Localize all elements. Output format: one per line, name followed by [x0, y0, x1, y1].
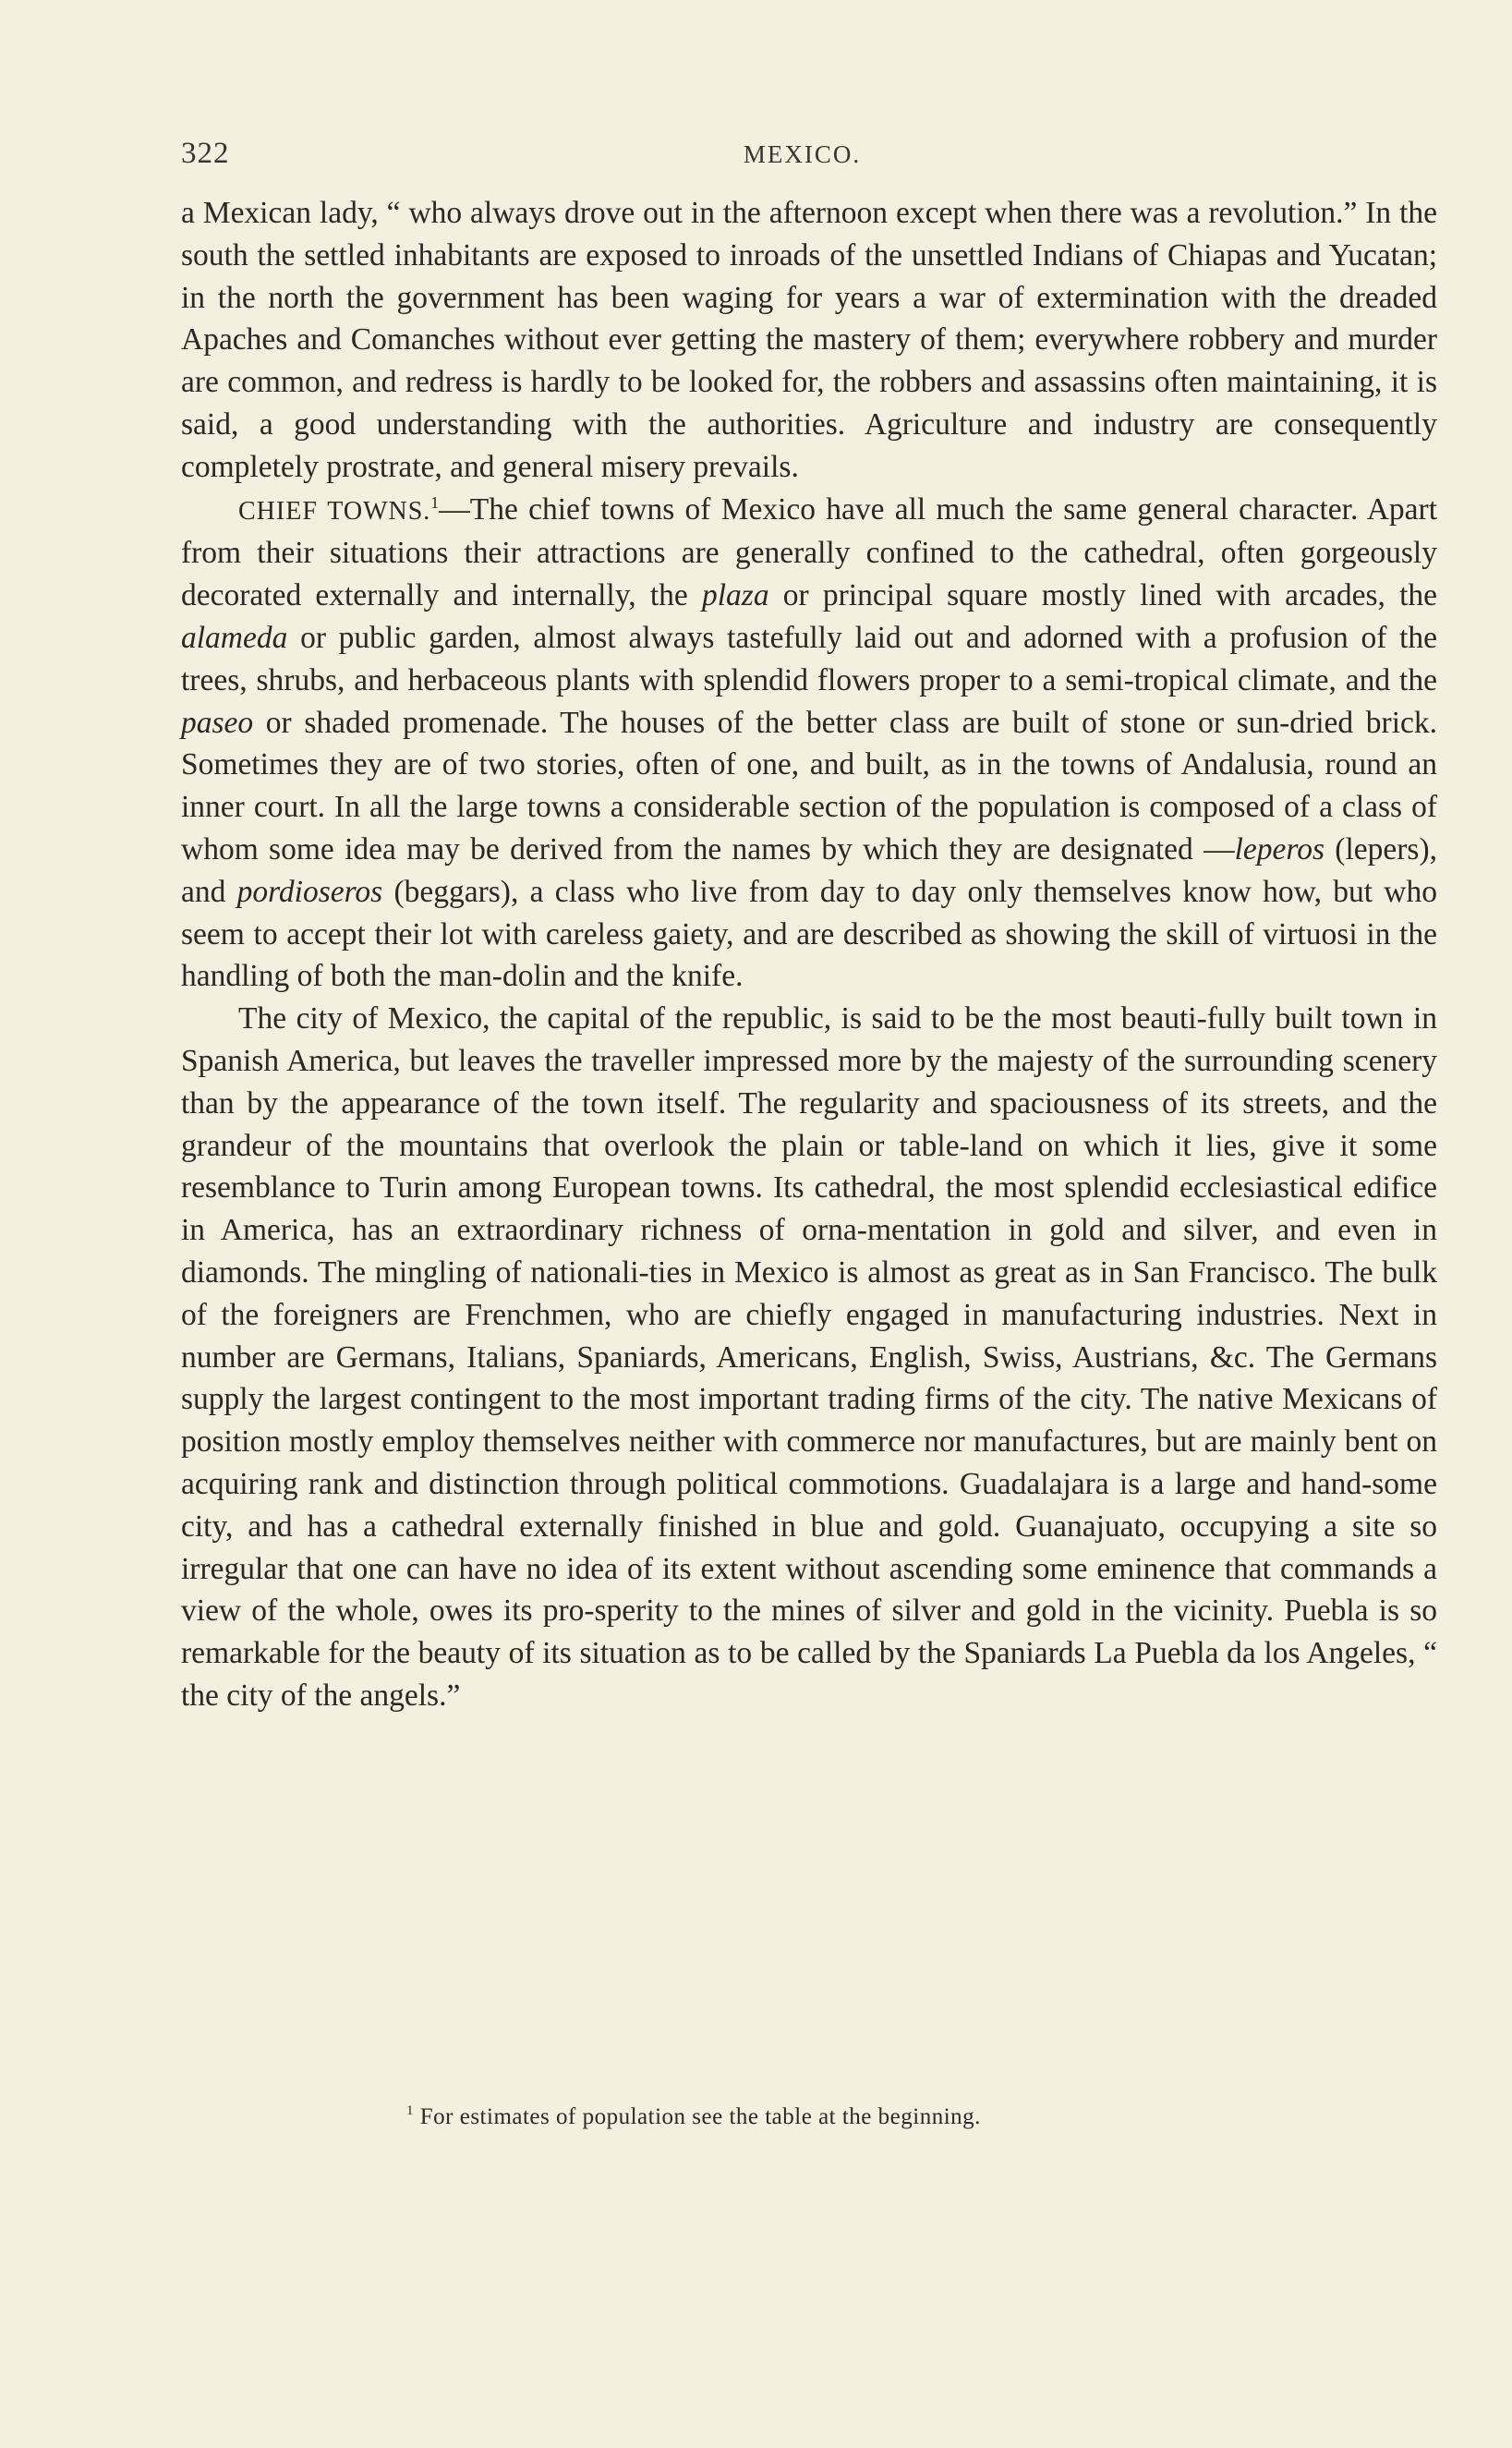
running-head	[181, 137, 1423, 177]
footnote-marker: 1	[406, 2103, 414, 2118]
body-text	[181, 192, 1437, 1717]
footnote-text: For estimates of population see the table at the beginning.	[414, 2104, 981, 2129]
paragraph-3-text: The city of Mexico, the capital of the republic, is said to be the most beauti-fully built town in Spanish America, but leaves the traveller impressed more by the majesty of the surrounding scenery than by the appearance of the town itself. The regularity and spaciousness of its streets, and the grandeur of the mountains that overlook the plain or table-land on which it lies, give it some resemblance to Turin among European towns. Its cathedral, the most splendid ecclesiastical edifice in America, has an extraordinary richness of orna-mentation in gold and silver, and even in diamonds. The mingling of nationali-ties in Mexico is almost as great as in San Francisco. The bulk of the foreigners are Frenchmen, who are chiefly engaged in manufacturing industries. Next in number are Germans, Italians, Spaniards, Americans, English, Swiss, Austrians, &c. The Germans supply the largest contingent to the most important trading firms of the city. The native Mexicans of position mostly employ themselves neither with commerce nor manufactures, but are mainly bent on acquiring rank and distinction through political commotions. Guadalajara is a large and hand-some city, and has a cathedral externally finished in blue and gold. Guanajuato, occupying a site so irregular that one can have no idea of its extent without ascending some eminence that commands a view of the whole, owes its pro-sperity to the mines of silver and gold in the vicinity. Puebla is so remarkable for the beauty of its situation as to be called by the Spaniards La Puebla da los Angeles, “ the city of the angels.”	[181, 1001, 1437, 1713]
paragraph-1	[181, 192, 1437, 489]
paragraph-2-text-c: or public garden, almost always tastefully laid out and adorned with a profusion of the trees, shrubs, and herbaceous plants with splendid flowers proper to a semi-tropical climate, and the	[181, 620, 1437, 697]
paragraph-chief-towns	[181, 489, 1437, 999]
paragraph-2-text-b: or principal square mostly lined with arcades, the	[768, 578, 1437, 613]
footnote	[406, 2104, 981, 2130]
footnote-reference: 1	[430, 492, 440, 512]
page-number: 322	[181, 137, 230, 170]
term-pordioseros: pordioseros	[236, 874, 383, 909]
term-plaza: plaza	[701, 578, 769, 613]
section-heading-chief-towns: CHIEF TOWNS.	[238, 496, 431, 526]
paragraph-2-text-d: or shaded promenade. The houses of the better class are built of stone or sun-dried brick. Sometimes they are of two stories, often of one, and built, as in the towns of Andalusia, round an inner court. In all the large towns a considerable section of the population is composed of a class of whom some idea may be derived from the names by which they are designated —	[181, 705, 1437, 866]
term-paseo: paseo	[181, 705, 254, 740]
term-leperos: leperos	[1234, 831, 1325, 866]
paragraph-2-text-f: (beggars), a class who live from day to day only themselves know how, but who seem to accept their lot with careless gaiety, and are described as showing the skill of virtuosi in the handling of both the man-dolin and the knife.	[181, 874, 1437, 994]
paragraph-city-of-mexico	[181, 998, 1437, 1717]
paragraph-2-text-a: —The chief towns of Mexico have all much the same general character. Apart from their situations their attractions are generally confined to the cathedral, often gorgeously decorated externally and internally, the	[181, 491, 1438, 613]
running-title: MEXICO.	[743, 140, 862, 168]
paragraph-2-text-e: (lepers), and	[181, 831, 1437, 909]
paragraph-1-text: a Mexican lady, “ who always drove out in the afternoon except when there was a revolution.” In the south the settled inhabitants are exposed to inroads of the unsettled Indians of Chiapas and Yucatan; in the north the government has been waging for years a war of extermination with the dreaded Apaches and Comanches without ever getting the mastery of them; everywhere robbery and murder are common, and redress is hardly to be looked for, the robbers and assassins often maintaining, it is said, a good understanding with the authorities. Agriculture and industry are consequently completely prostrate, and general misery prevails.	[181, 196, 1437, 484]
term-alameda: alameda	[181, 620, 288, 655]
